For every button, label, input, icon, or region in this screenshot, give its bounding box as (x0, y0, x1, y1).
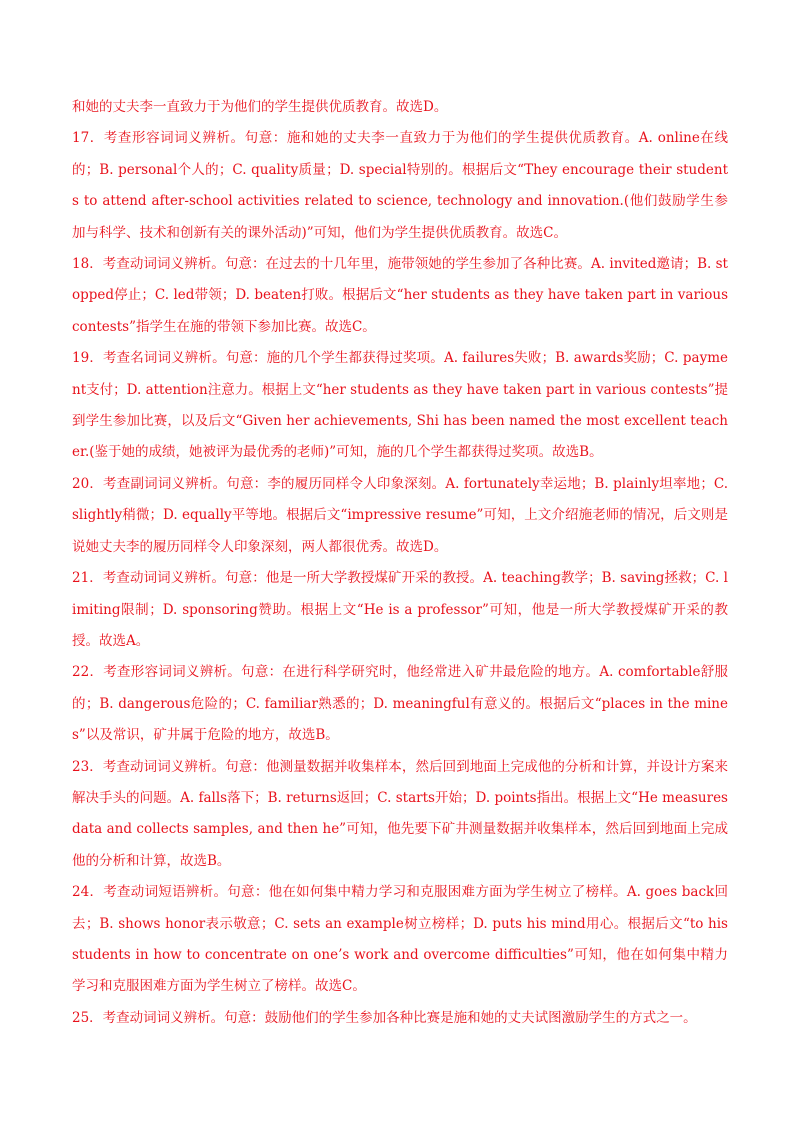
paragraph-21: 21．考查动词词义辨析。句意：他是一所大学教授煤矿开采的教授。A. teaching教学；B. saving拯救；C. limiting限制；D. sponsoring赞助。根据上文“He is a professor”可知，他是一所大学教授煤矿开采的教授。故选A。 (72, 570, 728, 649)
paragraph-22: 22．考查形容词词义辨析。句意：在进行科学研究时，他经常进入矿井最危险的地方。A. comfortable舒服的；B. dangerous危险的；C. familiar熟悉的；D. meaningful有意义的。根据后文“places in the mines”以及常识，矿井属于危险的地方，故选B。 (72, 664, 728, 744)
paragraph-16-continued: 和她的丈夫李一直致力于为他们的学生提供优质教育。故选D。 (72, 99, 448, 115)
paragraph-17: 17．考查形容词词义辨析。句意：施和她的丈夫李一直致力于为他们的学生提供优质教育。A. online在线的；B. personal个人的；C. quality质量；D. special特别的。根据后文“They encourage their students to attend after-school activities related to science, technology and innovation.(他们鼓励学生参加与科学、技术和创新有关的课外活动)”可知，他们为学生提供优质教育。故选C。 (72, 130, 728, 241)
paragraph-23: 23．考查动词词义辨析。句意：他测量数据并收集样本，然后回到地面上完成他的分析和计算，并设计方案来解决手头的问题。A. falls落下；B. returns返回；C. starts开始；D. points指出。根据上文“He measures data and collects samples, and then he”可知，他先要下矿井测量数据并收集样本，然后回到地面上完成他的分析和计算，故选B。 (72, 758, 728, 869)
paragraph-25: 25．考查动词词义辨析。句意：鼓励他们的学生参加各种比赛是施和她的丈夫试图激励学生的方式之一。 (72, 1009, 697, 1026)
paragraph-20: 20．考查副词词义辨析。句意：李的履历同样令人印象深刻。A. fortunately幸运地；B. plainly坦率地；C. slightly稍微；D. equally平等地。根据后文“impressive resume”可知，上文介绍施老师的情况，后文则是说她丈夫李的履历同样令人印象深刻，两人都很优秀。故选D。 (72, 475, 728, 555)
answer-explanations (72, 92, 728, 1034)
paragraph-19: 19．考查名词词义辨析。句意：施的几个学生都获得过奖项。A. failures失败；B. awards奖励；C. payment支付；D. attention注意力。根据上文“her students as they have taken part in various contests”提到学生参加比赛，以及后文“Given her achievements, Shi has been named the most excellent teacher.(鉴于她的成绩，她被评为最优秀的老师)”可知，施的几个学生都获得过奖项。故选B。 (72, 350, 728, 461)
paragraph-24: 24．考查动词短语辨析。句意：他在如何集中精力学习和克服困难方面为学生树立了榜样。A. goes back回去；B. shows honor表示敬意；C. sets an example树立榜样；D. puts his mind用心。根据后文“to his students in how to concentrate on one’s work and overcome difficulties”可知，他在如何集中精力学习和克服困难方面为学生树立了榜样。故选C。 (72, 884, 728, 995)
paragraph-18: 18．考查动词词义辨析。句意：在过去的十几年里，施带领她的学生参加了各种比赛。A. invited邀请；B. stopped停止；C. led带领；D. beaten打败。根据后文“her students as they have taken part in various contests”指学生在施的带领下参加比赛。故选C。 (72, 256, 728, 335)
